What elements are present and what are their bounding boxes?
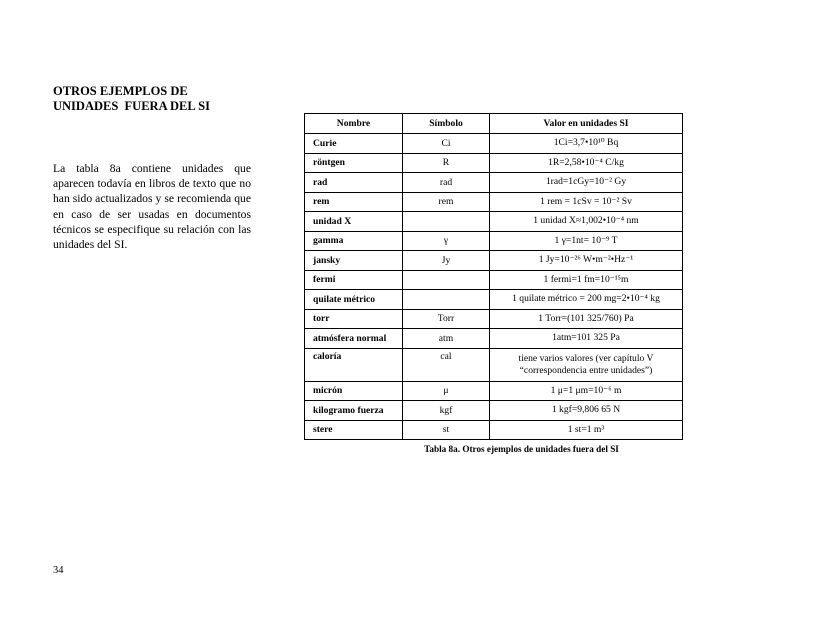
unit-name: jansky [305,251,403,271]
table-row [305,348,683,381]
unit-symbol: μ [403,381,490,401]
unit-value: 1 fermi=1 fm=10⁻¹⁵m [490,270,683,290]
table-row [305,270,683,290]
table-header-row [305,114,683,134]
unit-name: unidad X [305,212,403,232]
table-row [305,251,683,271]
unit-value: 1 st=1 m³ [490,420,683,440]
unit-value: 1 kgf=9,806 65 N [490,401,683,421]
unit-value: 1atm=101 325 Pa [490,329,683,349]
unit-value: 1Ci=3,7•10¹⁰ Bq [490,134,683,154]
unit-symbol: Jy [403,251,490,271]
unit-value: 1 rem = 1cSv = 10⁻² Sv [490,192,683,212]
unit-symbol: rad [403,173,490,193]
heading-line-1: OTROS EJEMPLOS DE [53,84,188,98]
unit-symbol: cal [403,348,490,381]
unit-value: 1 unidad X≈1,002•10⁻⁴ nm [490,212,683,232]
unit-name: gamma [305,231,403,251]
table-row [305,329,683,349]
unit-symbol [403,290,490,310]
unit-value: 1R=2,58•10⁻⁴ C/kg [490,153,683,173]
unit-name: fermi [305,270,403,290]
table-row [305,153,683,173]
table-row [305,309,683,329]
unit-symbol: st [403,420,490,440]
unit-value: 1 Jy=10⁻²⁶ W•m⁻²•Hz⁻¹ [490,251,683,271]
unit-symbol: rem [403,192,490,212]
table-row [305,212,683,232]
unit-symbol [403,270,490,290]
unit-name: quilate métrico [305,290,403,310]
unit-value: 1 quilate métrico = 200 mg=2•10⁻⁴ kg [490,290,683,310]
unit-value: tiene varios valores (ver capítulo V “correspondencia entre unidades”) [490,348,683,381]
intro-paragraph: La tabla 8a contiene unidades que aparecen todavía en libros de texto que no han sido actualizados y se recomienda que en caso de ser usadas en documentos técnicos se especifique su relación con las unidades del SI. [53,162,251,252]
section-heading [53,84,210,114]
page-number: 34 [53,565,64,576]
header-value: Valor en unidades SI [490,114,683,134]
unit-name: röntgen [305,153,403,173]
header-symbol: Símbolo [403,114,490,134]
unit-name: rem [305,192,403,212]
units-table [304,113,683,440]
table-row [305,173,683,193]
unit-symbol: atm [403,329,490,349]
unit-symbol: R [403,153,490,173]
table-row [305,290,683,310]
table-row [305,134,683,154]
unit-symbol: γ [403,231,490,251]
unit-name: atmósfera normal [305,329,403,349]
unit-symbol: Ci [403,134,490,154]
unit-name: micrón [305,381,403,401]
table-row [305,401,683,421]
unit-symbol: Torr [403,309,490,329]
unit-name: stere [305,420,403,440]
table-row [305,420,683,440]
table-caption: Tabla 8a. Otros ejemplos de unidades fuera del SI [424,444,619,454]
unit-name: Curie [305,134,403,154]
unit-value: 1 γ=1nt= 10⁻⁹ T [490,231,683,251]
unit-name: torr [305,309,403,329]
unit-name: kilogramo fuerza [305,401,403,421]
header-name: Nombre [305,114,403,134]
unit-value: 1 μ=1 μm=10⁻⁶ m [490,381,683,401]
table-row [305,381,683,401]
unit-value: 1rad=1cGy=10⁻² Gy [490,173,683,193]
heading-line-2: UNIDADES FUERA DEL SI [53,99,210,113]
unit-value: 1 Torr=(101 325/760) Pa [490,309,683,329]
unit-symbol [403,212,490,232]
table-row [305,192,683,212]
table-row [305,231,683,251]
unit-name: caloría [305,348,403,381]
unit-name: rad [305,173,403,193]
unit-symbol: kgf [403,401,490,421]
